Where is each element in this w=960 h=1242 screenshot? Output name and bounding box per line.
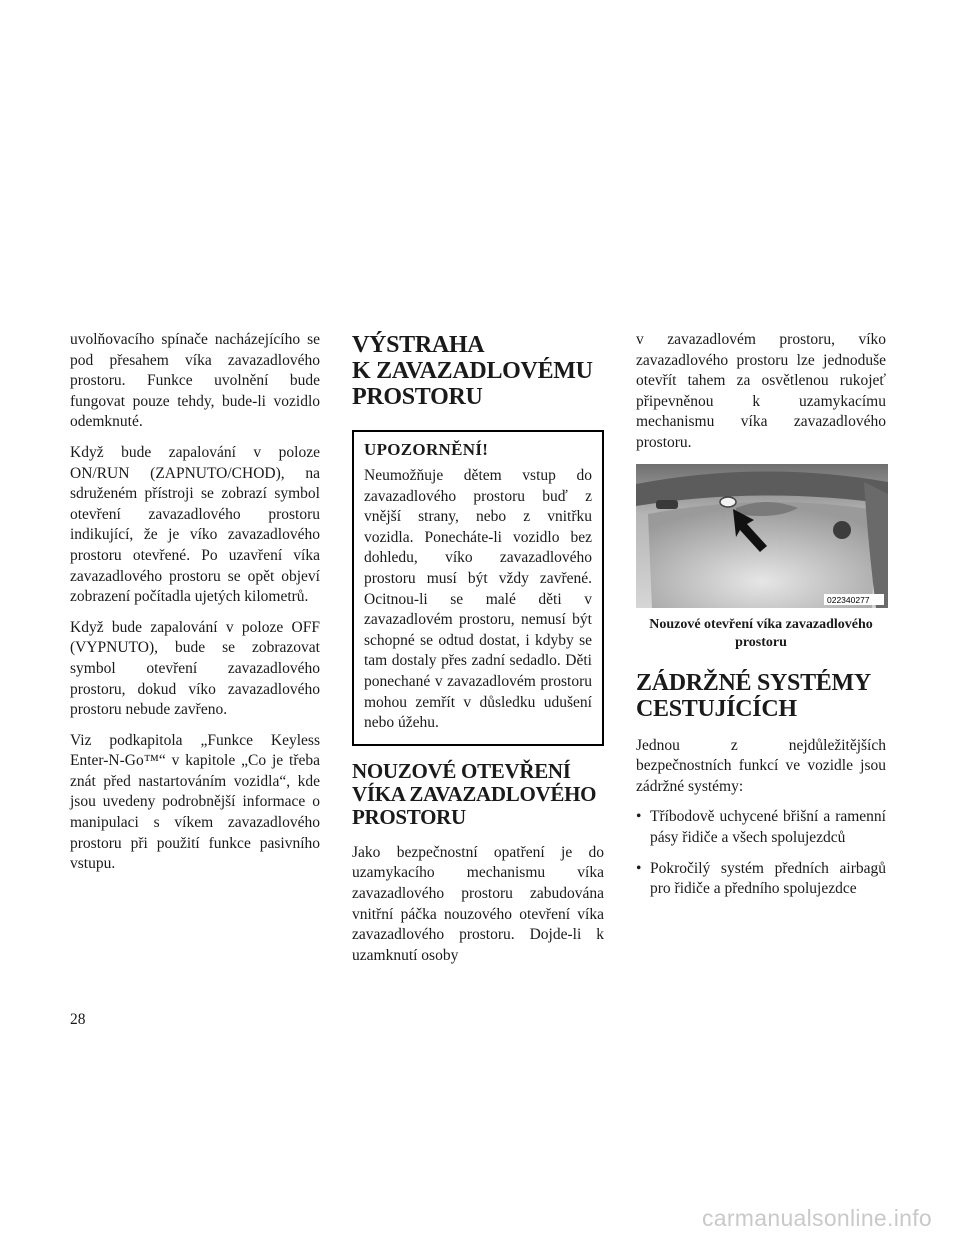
list-item-text: Pokročilý systém předních airbagů pro řidiče a předního spolujezdce [650, 859, 886, 898]
heading-line: PROSTORU [352, 804, 466, 829]
trunk-interior-image [636, 464, 888, 608]
column-middle [352, 332, 604, 976]
warning-text: Neumožňuje dětem vstup do zavazadlového prostoru buď z vnější strany, nebo z vnitřku vozidla. Ponecháte-li vozidlo bez dohledu, víko zavazadlového prostoru musí být vždy zavřené. Ocitnou-li se malé děti v zavazadlovém prostoru, nemusí být schopné se odtud dostat, i kdyby se tam dostaly přes zadní sedadlo. Děti ponechané v zavazadlovém prostoru mohou zemřít v důsledku udušení nebo úžehu. [364, 467, 592, 732]
warning-box [352, 430, 604, 746]
paragraph: Když bude zapalování v poloze ON/RUN (ZAPNUTO/CHOD), na sdruženém přístroji se zobrazí symbol otevření zavazadlového prostoru indikující, že je víko zavazadlového prostoru otevřené. Po uzavření víka zavazadlového prostoru se opět objeví zobrazení počítadla ujetých kilometrů. [70, 443, 320, 606]
column-right [636, 330, 886, 910]
paragraph: uvolňovacího spínače nacházejícího se pod přesahem víka zavazadlového prostoru. Funkce uvolnění bude fungovat pouze tehdy, bude-li vozidlo odemknuté. [70, 331, 320, 431]
heading-line: VÍKA ZAVAZADLOVÉHO [352, 781, 597, 806]
heading-line: VÝSTRAHA [352, 332, 485, 358]
warning-title: UPOZORNĚNÍ! [364, 440, 489, 459]
paragraph: Viz podkapitola „Funkce Keyless Enter-N-Go™“ v kapitole „Co je třeba znát před nastartováním vozidla“, kde jsou uvedeny podrobnější informace o manipulaci s víkem zavazadlového prostoru při použití funkce pasivního vstupu. [70, 731, 320, 873]
heading-line: CESTUJÍCÍCH [636, 695, 797, 722]
paragraph: v zavazadlovém prostoru, víko zavazadlového prostoru lze jednoduše otevřít tahem za osvětlenou rukojeť připevněnou k uzamykacímu mechanismu víka zavazadlového prostoru. [636, 331, 886, 451]
page-number: 28 [70, 1011, 86, 1028]
bullet-marker: • [636, 808, 642, 826]
bullet-list [636, 807, 886, 899]
section-heading-trunk-warning [352, 332, 604, 410]
bullet-marker: • [636, 859, 642, 877]
column-left [70, 330, 320, 885]
paragraph: Jako bezpečnostní opatření je do uzamykacího mechanismu víka zavazadlového prostoru zabudována vnitřní páčka nouzového otevření víka zavazadlového prostoru. Dojde-li k uzamknutí osoby [352, 843, 604, 964]
trunk-release-illustration [636, 464, 888, 608]
section-heading-occupant-restraints [636, 670, 886, 722]
figure-code: 022340277 [827, 594, 870, 605]
heading-line: NOUZOVÉ OTEVŘENÍ [352, 758, 571, 783]
heading-line: K ZAVAZADLOVÉMU [352, 358, 593, 384]
list-item [636, 807, 886, 848]
paragraph: Když bude zapalování v poloze OFF (VYPNUTO), bude se zobrazovat symbol otevření zavazadlového prostoru, dokud víko zavazadlového prostoru nebude zavřeno. [70, 618, 320, 719]
list-item-text: Tříbodově uchycené břišní a ramenní pásy řidiče a všech spolujezdců [650, 808, 886, 846]
figure-caption: Nouzové otevření víka zavazadlového prostoru [649, 616, 873, 650]
paragraph: Jednou z nejdůležitějších bezpečnostních funkcí ve vozidle jsou zádržné systémy: [636, 736, 886, 795]
heading-line: ZÁDRŽNÉ SYSTÉMY [636, 669, 871, 696]
list-item [636, 859, 886, 900]
section-heading-emergency-release [352, 760, 604, 829]
watermark: carmanualsonline.info [701, 1205, 932, 1231]
heading-line: PROSTORU [352, 384, 483, 410]
